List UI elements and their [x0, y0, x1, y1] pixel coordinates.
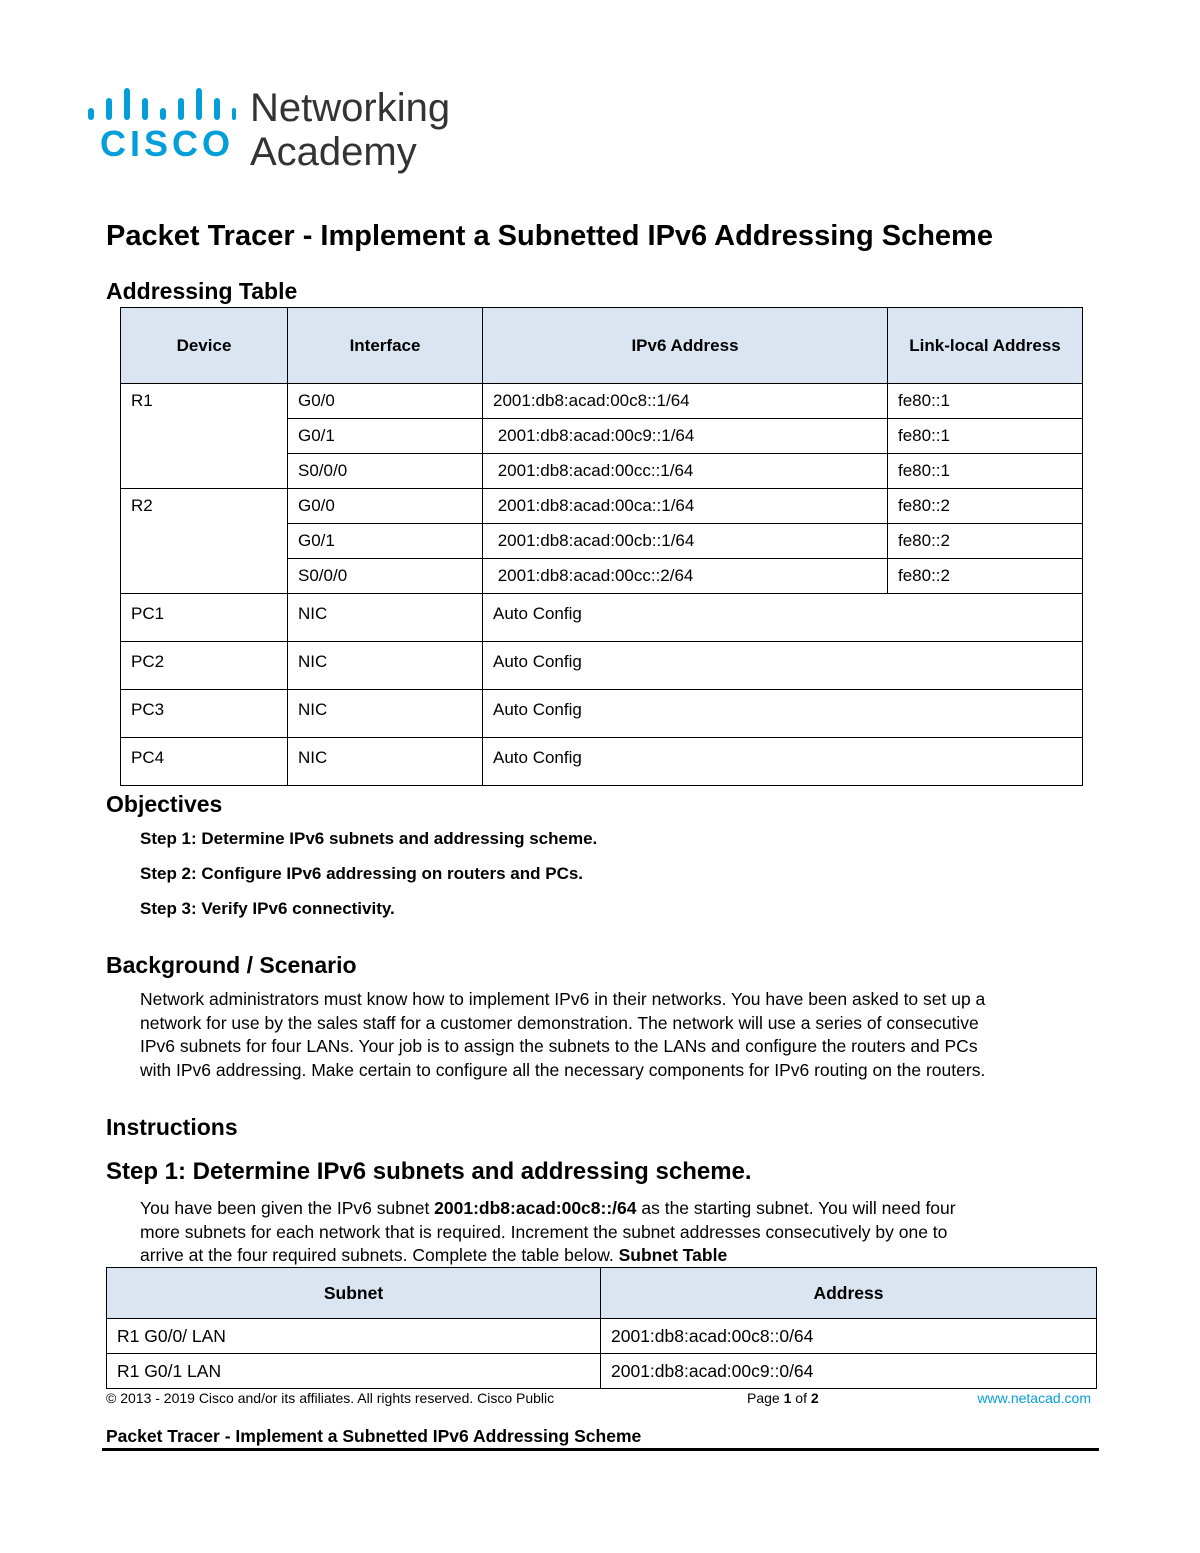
- page-footer: [106, 1390, 1091, 1410]
- header-link-local-address: Link-local Address: [888, 308, 1083, 384]
- cell-device: PC4: [121, 738, 288, 786]
- cell-ipv6: 2001:db8:acad:00ca::1/64: [483, 489, 888, 524]
- table-row: [121, 489, 1083, 524]
- table-row: [121, 690, 1083, 738]
- cell-device: [121, 419, 288, 454]
- background-heading: Background / Scenario: [106, 952, 357, 978]
- header-ipv6-address: IPv6 Address: [483, 308, 888, 384]
- cell-device: [121, 559, 288, 594]
- table-row: [121, 642, 1083, 690]
- step1-paragraph: [140, 1197, 1100, 1268]
- step1-line: arrive at the four required subnets. Complete the table below. Subnet Table: [140, 1245, 728, 1265]
- cell-ipv6: 2001:db8:acad:00c8::1/64: [483, 384, 888, 419]
- header-device: Device: [121, 308, 288, 384]
- subnet-table-header-row: [107, 1268, 1097, 1319]
- cell-interface: G0/1: [288, 524, 483, 559]
- background-line: with IPv6 addressing. Make certain to configure all the necessary components for IPv6 routing on the routers.: [140, 1059, 986, 1080]
- addressing-table-heading: Addressing Table: [106, 278, 298, 304]
- running-header: Packet Tracer - Implement a Subnetted IPv6 Addressing Scheme: [106, 1426, 642, 1446]
- cell-device: PC1: [121, 594, 288, 642]
- table-row: [107, 1354, 1097, 1389]
- cell-device: R1: [121, 384, 288, 419]
- cell-subnet: R1 G0/1 LAN: [107, 1354, 601, 1389]
- cell-link-local: fe80::2: [888, 524, 1083, 559]
- table-row: [121, 559, 1083, 594]
- table-row: [121, 594, 1083, 642]
- netacad-link[interactable]: www.netacad.com: [977, 1390, 1091, 1406]
- cell-interface: G0/1: [288, 419, 483, 454]
- cell-link-local: fe80::1: [888, 384, 1083, 419]
- header-address: Address: [601, 1268, 1097, 1319]
- cisco-bars-icon: [86, 86, 236, 126]
- addressing-table: [120, 307, 1083, 786]
- cell-interface: S0/0/0: [288, 559, 483, 594]
- copyright-text: © 2013 - 2019 Cisco and/or its affiliates. All rights reserved. Cisco Public: [106, 1390, 555, 1406]
- background-line: Network administrators must know how to implement IPv6 in their networks. You have been asked to set up a: [140, 989, 986, 1009]
- cell-interface: NIC: [288, 642, 483, 690]
- cell-link-local: fe80::2: [888, 489, 1083, 524]
- cell-interface: G0/0: [288, 384, 483, 419]
- objective-step-2: Step 2: Configure IPv6 addressing on routers and PCs.: [140, 864, 584, 883]
- cell-interface: G0/0: [288, 489, 483, 524]
- running-header-rule: [102, 1448, 1099, 1451]
- cisco-wordmark: CISCO: [100, 123, 235, 164]
- instructions-heading: Instructions: [106, 1114, 238, 1140]
- logo-line-networking: Networking: [250, 86, 451, 130]
- header-subnet: Subnet: [107, 1268, 601, 1319]
- table-row: [107, 1319, 1097, 1354]
- objectives-heading: Objectives: [106, 791, 223, 817]
- cell-link-local: fe80::1: [888, 419, 1083, 454]
- cell-link-local: fe80::2: [888, 559, 1083, 594]
- document-title: Packet Tracer - Implement a Subnetted IPv6 Addressing Scheme: [106, 220, 993, 252]
- step1-heading: Step 1: Determine IPv6 subnets and addressing scheme.: [106, 1158, 752, 1185]
- cell-interface: S0/0/0: [288, 454, 483, 489]
- cell-ipv6: Auto Config: [483, 642, 1083, 690]
- cell-link-local: fe80::1: [888, 454, 1083, 489]
- cell-ipv6: 2001:db8:acad:00c9::1/64: [483, 419, 888, 454]
- logo-line-academy: Academy: [250, 130, 417, 174]
- cell-subnet: R1 G0/0/ LAN: [107, 1319, 601, 1354]
- cell-address: 2001:db8:acad:00c9::0/64: [601, 1354, 1097, 1389]
- cell-ipv6: Auto Config: [483, 738, 1083, 786]
- cisco-networking-academy-logo: [86, 86, 486, 181]
- background-paragraph: [140, 988, 1100, 1082]
- table-row: [121, 419, 1083, 454]
- page-number: Page 1 of 2: [747, 1390, 819, 1406]
- cell-interface: NIC: [288, 594, 483, 642]
- objective-step-3: Step 3: Verify IPv6 connectivity.: [140, 899, 395, 918]
- cell-interface: NIC: [288, 690, 483, 738]
- objective-step-1: Step 1: Determine IPv6 subnets and addressing scheme.: [140, 829, 598, 848]
- cell-ipv6: 2001:db8:acad:00cb::1/64: [483, 524, 888, 559]
- subnet-table-caption: Subnet Table: [618, 1245, 728, 1265]
- table-row: [121, 454, 1083, 489]
- cell-device: [121, 454, 288, 489]
- step1-line: You have been given the IPv6 subnet 2001:db8:acad:00c8::/64 as the starting subnet. You will need four: [140, 1198, 956, 1218]
- cell-device: PC2: [121, 642, 288, 690]
- header-interface: Interface: [288, 308, 483, 384]
- cell-ipv6: 2001:db8:acad:00cc::1/64: [483, 454, 888, 489]
- table-row: [121, 384, 1083, 419]
- cell-ipv6: Auto Config: [483, 594, 1083, 642]
- table-row: [121, 738, 1083, 786]
- cell-device: PC3: [121, 690, 288, 738]
- background-line: IPv6 subnets for four LANs. Your job is to assign the subnets to the LANs and configure the routers and PCs: [140, 1036, 978, 1056]
- cell-ipv6: Auto Config: [483, 690, 1083, 738]
- table-row: [121, 524, 1083, 559]
- addressing-table-header-row: [121, 308, 1083, 384]
- cell-device: R2: [121, 489, 288, 524]
- cell-ipv6: 2001:db8:acad:00cc::2/64: [483, 559, 888, 594]
- cell-address: 2001:db8:acad:00c8::0/64: [601, 1319, 1097, 1354]
- networking-academy-wordmark: [250, 86, 450, 174]
- cell-interface: NIC: [288, 738, 483, 786]
- background-line: network for use by the sales staff for a customer demonstration. The network will use a series of consecutive: [140, 1012, 979, 1033]
- subnet-table: [106, 1267, 1097, 1389]
- cell-device: [121, 524, 288, 559]
- starting-subnet: 2001:db8:acad:00c8::/64: [434, 1198, 637, 1218]
- step1-line: more subnets for each network that is required. Increment the subnet addresses consecutively by one to: [140, 1221, 948, 1242]
